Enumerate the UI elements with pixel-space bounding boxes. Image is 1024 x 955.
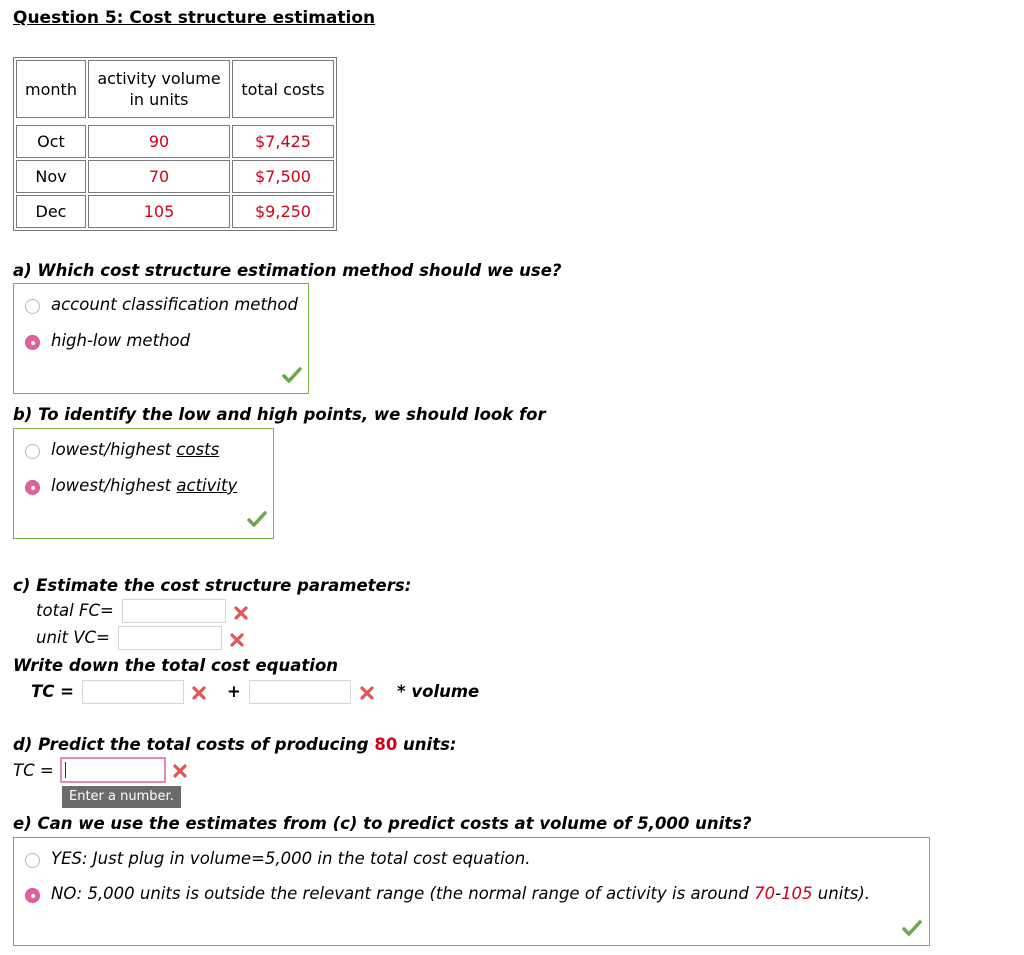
table-row [16, 195, 334, 228]
check-icon [282, 367, 302, 383]
cell-costs: $9,250 [232, 195, 334, 228]
plus-sign: + [227, 682, 241, 701]
header-volume-line2: in units [129, 90, 189, 109]
part-b-option-activity-prefix: lowest/highest [51, 476, 177, 495]
check-icon [247, 511, 267, 527]
part-c-question: c) Estimate the cost structure parameters: [13, 576, 412, 595]
table-row [16, 125, 334, 158]
cell-volume: 70 [88, 160, 230, 193]
part-e-radio-yes[interactable] [25, 853, 40, 868]
header-costs: total costs [232, 60, 334, 118]
data-table [13, 57, 337, 231]
range-low: 70 [754, 884, 776, 903]
vc-input[interactable] [118, 626, 222, 650]
part-d-tc-input[interactable] [60, 757, 166, 783]
range-dash: - [775, 884, 782, 903]
cell-month: Dec [16, 195, 86, 228]
part-e-question: e) Can we use the estimates from (c) to predict costs at volume of 5,000 units? [13, 814, 752, 833]
text-caret [65, 762, 66, 778]
part-a-option-highlow[interactable]: high-low method [51, 331, 191, 350]
tc-equation-label: TC = [31, 682, 74, 701]
fc-input[interactable] [122, 599, 226, 623]
cell-volume: 90 [88, 125, 230, 158]
part-b-radio-activity[interactable] [25, 480, 40, 495]
part-a-radio-account[interactable] [25, 299, 40, 314]
range-high: 105 [781, 884, 813, 903]
part-a-radio-highlow[interactable] [25, 335, 40, 350]
part-d-units: 80 [374, 735, 398, 754]
part-a-option-account[interactable]: account classification method [51, 295, 298, 314]
header-volume-line1: activity volume [97, 69, 221, 88]
part-b-option-costs[interactable] [51, 440, 219, 459]
volume-label: * volume [397, 682, 480, 701]
equation-heading: Write down the total cost equation [13, 656, 339, 675]
x-icon [359, 685, 375, 701]
part-e-option-no-prefix: NO: 5,000 units is outside the relevant range (the normal range of activity is around [51, 884, 755, 903]
cell-volume: 105 [88, 195, 230, 228]
part-e-radio-no[interactable] [25, 888, 40, 903]
check-icon [902, 920, 922, 936]
part-e-option-yes[interactable]: YES: Just plug in volume=5,000 in the total cost equation. [51, 849, 531, 868]
part-d-question-prefix: d) Predict the total costs of producing [13, 735, 375, 754]
fc-label: total FC= [36, 601, 114, 620]
part-a-question: a) Which cost structure estimation method should we use? [13, 261, 562, 280]
part-b-option-activity[interactable] [51, 476, 237, 495]
part-b-option-costs-keyword: costs [176, 440, 220, 459]
part-b-radio-costs[interactable] [25, 444, 40, 459]
x-icon [233, 605, 249, 621]
question-title: Question 5: Cost structure estimation [13, 8, 376, 28]
table-header-row [16, 60, 334, 118]
cell-costs: $7,500 [232, 160, 334, 193]
part-e-option-no[interactable] [51, 884, 870, 903]
header-month: month [16, 60, 86, 118]
table-row [16, 160, 334, 193]
x-icon [229, 632, 245, 648]
part-e-option-no-suffix: units). [812, 884, 871, 903]
tc-fixed-input[interactable] [82, 680, 184, 704]
cell-costs: $7,425 [232, 125, 334, 158]
part-d-question-suffix: units: [397, 735, 457, 754]
cell-month: Nov [16, 160, 86, 193]
vc-label: unit VC= [36, 628, 110, 647]
part-d-tc-label: TC = [13, 761, 54, 780]
part-b-question: b) To identify the low and high points, we should look for [13, 405, 546, 424]
part-b-option-activity-keyword: activity [176, 476, 238, 495]
x-icon [191, 685, 207, 701]
x-icon [172, 763, 188, 779]
input-tooltip: Enter a number. [62, 786, 181, 808]
header-volume [88, 60, 230, 118]
tc-variable-input[interactable] [249, 680, 351, 704]
cell-month: Oct [16, 125, 86, 158]
part-b-option-costs-prefix: lowest/highest [51, 440, 177, 459]
part-d-question [13, 735, 457, 754]
